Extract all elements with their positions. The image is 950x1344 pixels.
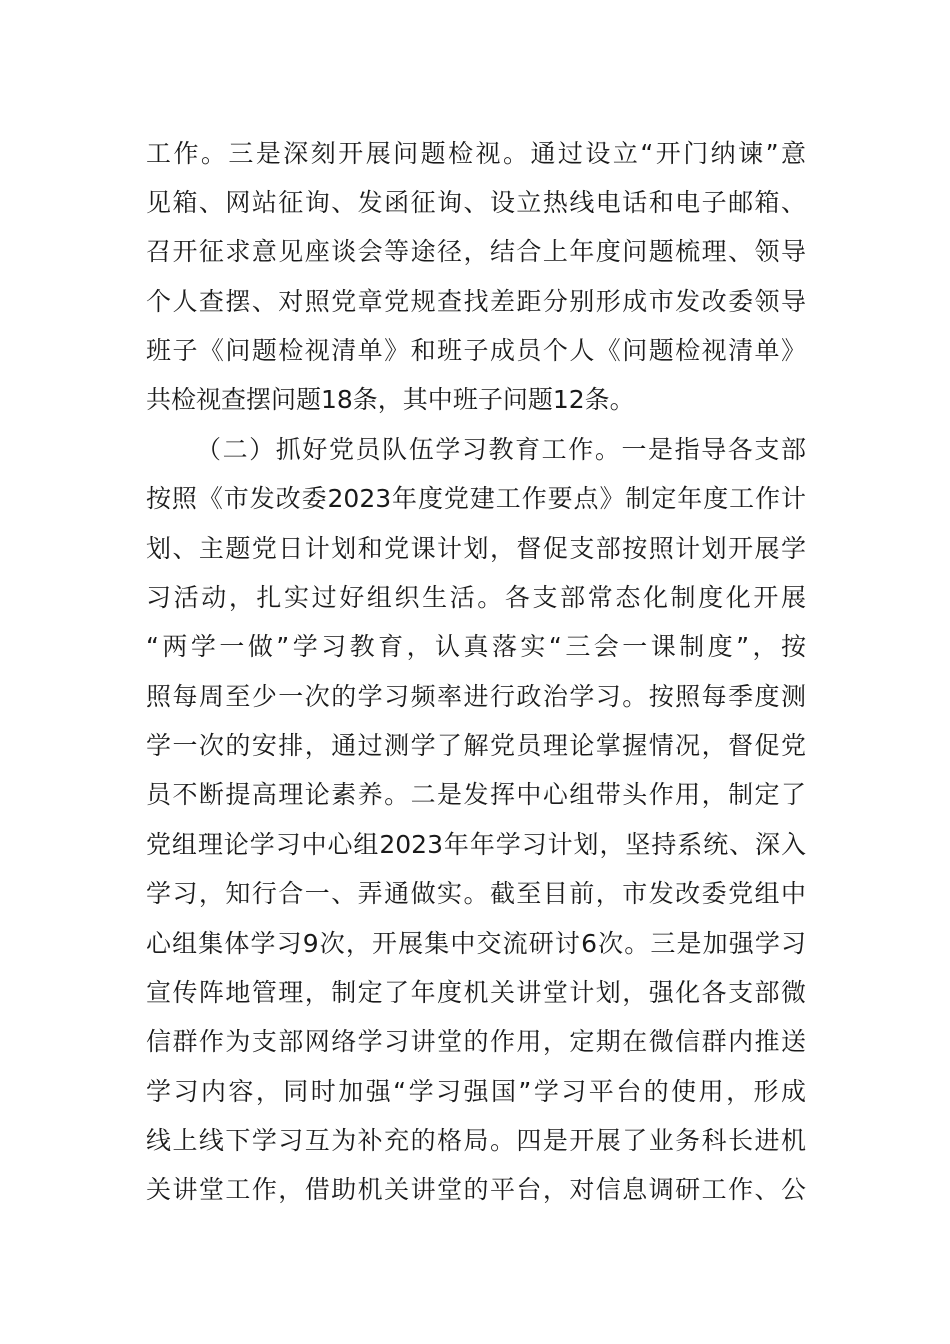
text-line: 共检视查摆问题18条，其中班子问题12条。 [146, 385, 635, 414]
text-line: 个人查摆、对照党章党规查找差距分别形成市发改委领导 [146, 287, 806, 316]
text-line: 心组集体学习9次，开展集中交流研讨6次。三是加强学习 [146, 929, 806, 958]
text-line: 学一次的安排，通过测学了解党员理论掌握情况，督促党 [146, 731, 806, 760]
text-line: 线上线下学习互为补充的格局。四是开展了业务科长进机 [146, 1126, 806, 1155]
text-line: 班子《问题检视清单》和班子成员个人《问题检视清单》 [146, 336, 806, 365]
text-line: 照每周至少一次的学习频率进行政治学习。按照每季度测 [146, 682, 806, 711]
text-line: 见箱、网站征询、发函征询、设立热线电话和电子邮箱、 [146, 188, 806, 217]
text-line: 习活动，扎实过好组织生活。各支部常态化制度化开展 [146, 583, 806, 612]
text-line: 学习内容，同时加强“学习强国”学习平台的使用，形成 [146, 1077, 806, 1106]
text-line: 党组理论学习中心组2023年年学习计划，坚持系统、深入 [146, 830, 806, 859]
text-line: 召开征求意见座谈会等途径，结合上年度问题梳理、领导 [146, 237, 806, 266]
text-line: 工作。三是深刻开展问题检视。通过设立“开门纳谏”意 [146, 139, 806, 168]
text-line: 按照《市发改委2023年度党建工作要点》制定年度工作计 [146, 484, 806, 513]
text-line: “两学一做”学习教育，认真落实“三会一课制度”，按 [146, 632, 806, 661]
text-line: 关讲堂工作，借助机关讲堂的平台，对信息调研工作、公 [146, 1175, 806, 1204]
text-line: 学习，知行合一、弄通做实。截至目前，市发改委党组中 [146, 879, 806, 908]
text-line: 宣传阵地管理，制定了年度机关讲堂计划，强化各支部微 [146, 978, 806, 1007]
text-line: 信群作为支部网络学习讲堂的作用，定期在微信群内推送 [146, 1027, 806, 1056]
paragraph-heading-line: （二）抓好党员队伍学习教育工作。一是指导各支部 [196, 435, 806, 464]
text-line: 划、主题党日计划和党课计划，督促支部按照计划开展学 [146, 534, 806, 563]
text-line: 员不断提高理论素养。二是发挥中心组带头作用，制定了 [146, 780, 806, 809]
